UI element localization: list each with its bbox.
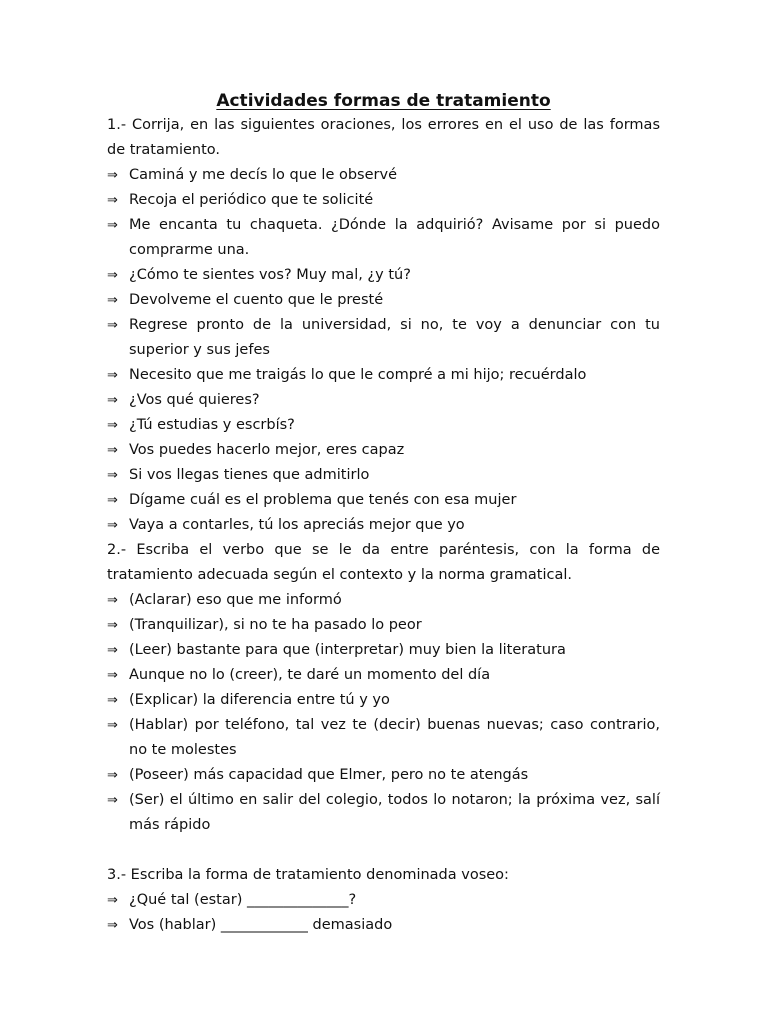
double-arrow-icon: ⇒ xyxy=(107,293,118,308)
double-arrow-icon: ⇒ xyxy=(107,493,118,508)
double-arrow-icon: ⇒ xyxy=(107,193,118,208)
list-item xyxy=(107,913,660,938)
double-arrow-icon: ⇒ xyxy=(107,418,118,433)
double-arrow-icon: ⇒ xyxy=(107,643,118,658)
double-arrow-icon: ⇒ xyxy=(107,618,118,633)
list-item-text: Devolveme el cuento que le presté xyxy=(129,292,384,308)
list-item xyxy=(107,788,660,838)
list-item-text: Regrese pronto de la universidad, si no, te voy a denunciar con tu superior y sus jefes xyxy=(129,317,660,358)
list-item-text: ¿Vos qué quieres? xyxy=(129,392,260,408)
list-item xyxy=(107,638,660,663)
list-item-text: (Leer) bastante para que (interpretar) muy bien la literatura xyxy=(129,642,566,658)
double-arrow-icon: ⇒ xyxy=(107,368,118,383)
list-item-text: Caminá y me decís lo que le observé xyxy=(129,167,397,183)
list-item xyxy=(107,388,660,413)
list-item xyxy=(107,588,660,613)
list-item-text: Aunque no lo (creer), te daré un momento del día xyxy=(129,667,491,683)
list-item xyxy=(107,613,660,638)
list-item-text: (Hablar) por teléfono, tal vez te (decir) buenas nuevas; caso contrario, no te molestes xyxy=(129,717,660,758)
double-arrow-icon: ⇒ xyxy=(107,918,118,933)
double-arrow-icon: ⇒ xyxy=(107,393,118,408)
double-arrow-icon: ⇒ xyxy=(107,668,118,683)
list-item-text: Dígame cuál es el problema que tenés con esa mujer xyxy=(129,492,517,508)
document-title: Actividades formas de tratamiento xyxy=(216,91,551,111)
double-arrow-icon: ⇒ xyxy=(107,768,118,783)
section3-heading: 3.- Escriba la forma de tratamiento denominada voseo: xyxy=(107,867,509,883)
list-item-text: Recoja el periódico que te solicité xyxy=(129,192,374,208)
list-item xyxy=(107,513,660,538)
list-item-text: (Aclarar) eso que me informó xyxy=(129,592,342,608)
list-item xyxy=(107,263,660,288)
double-arrow-icon: ⇒ xyxy=(107,718,118,733)
list-item-text: ¿Cómo te sientes vos? Muy mal, ¿y tú? xyxy=(129,267,411,283)
list-item xyxy=(107,663,660,688)
blank-line xyxy=(107,838,660,863)
list-item xyxy=(107,763,660,788)
section1-list xyxy=(107,163,660,538)
section1-heading: 1.- Corrija, en las siguientes oraciones, los errores en el uso de las formas de tratamiento. xyxy=(107,117,660,158)
double-arrow-icon: ⇒ xyxy=(107,168,118,183)
double-arrow-icon: ⇒ xyxy=(107,318,118,333)
double-arrow-icon: ⇒ xyxy=(107,693,118,708)
list-item-text: Necesito que me traigás lo que le compré a mi hijo; recuérdalo xyxy=(129,367,587,383)
list-item xyxy=(107,488,660,513)
list-item xyxy=(107,363,660,388)
list-item-text: Si vos llegas tienes que admitirlo xyxy=(129,467,370,483)
list-item-text: ¿Qué tal (estar) ______________? xyxy=(129,892,357,908)
double-arrow-icon: ⇒ xyxy=(107,793,118,808)
double-arrow-icon: ⇒ xyxy=(107,893,118,908)
list-item xyxy=(107,188,660,213)
list-item xyxy=(107,213,660,263)
list-item-text: Me encanta tu chaqueta. ¿Dónde la adquirió? Avisame por si puedo comprarme una. xyxy=(129,217,660,258)
list-item-text: (Tranquilizar), si no te ha pasado lo peor xyxy=(129,617,422,633)
list-item-text: Vaya a contarles, tú los apreciás mejor que yo xyxy=(129,517,465,533)
double-arrow-icon: ⇒ xyxy=(107,518,118,533)
list-item xyxy=(107,288,660,313)
double-arrow-icon: ⇒ xyxy=(107,268,118,283)
list-item xyxy=(107,713,660,763)
list-item-text: ¿Tú estudias y escrbís? xyxy=(129,417,295,433)
double-arrow-icon: ⇒ xyxy=(107,593,118,608)
section2-list xyxy=(107,588,660,838)
list-item xyxy=(107,313,660,363)
double-arrow-icon: ⇒ xyxy=(107,218,118,233)
list-item-text: (Poseer) más capacidad que Elmer, pero no te atengás xyxy=(129,767,529,783)
list-item xyxy=(107,463,660,488)
section3-list xyxy=(107,888,660,938)
list-item xyxy=(107,438,660,463)
double-arrow-icon: ⇒ xyxy=(107,443,118,458)
list-item-text: Vos (hablar) ____________ demasiado xyxy=(129,917,393,933)
list-item-text: (Explicar) la diferencia entre tú y yo xyxy=(129,692,390,708)
list-item xyxy=(107,888,660,913)
list-item xyxy=(107,413,660,438)
list-item xyxy=(107,163,660,188)
section2-heading: 2.- Escriba el verbo que se le da entre paréntesis, con la forma de tratamiento adecuada según el contexto y la norma gramatical. xyxy=(107,542,660,583)
list-item-text: Vos puedes hacerlo mejor, eres capaz xyxy=(129,442,405,458)
list-item-text: (Ser) el último en salir del colegio, todos lo notaron; la próxima vez, salí más rápido xyxy=(129,792,660,833)
list-item xyxy=(107,688,660,713)
double-arrow-icon: ⇒ xyxy=(107,468,118,483)
